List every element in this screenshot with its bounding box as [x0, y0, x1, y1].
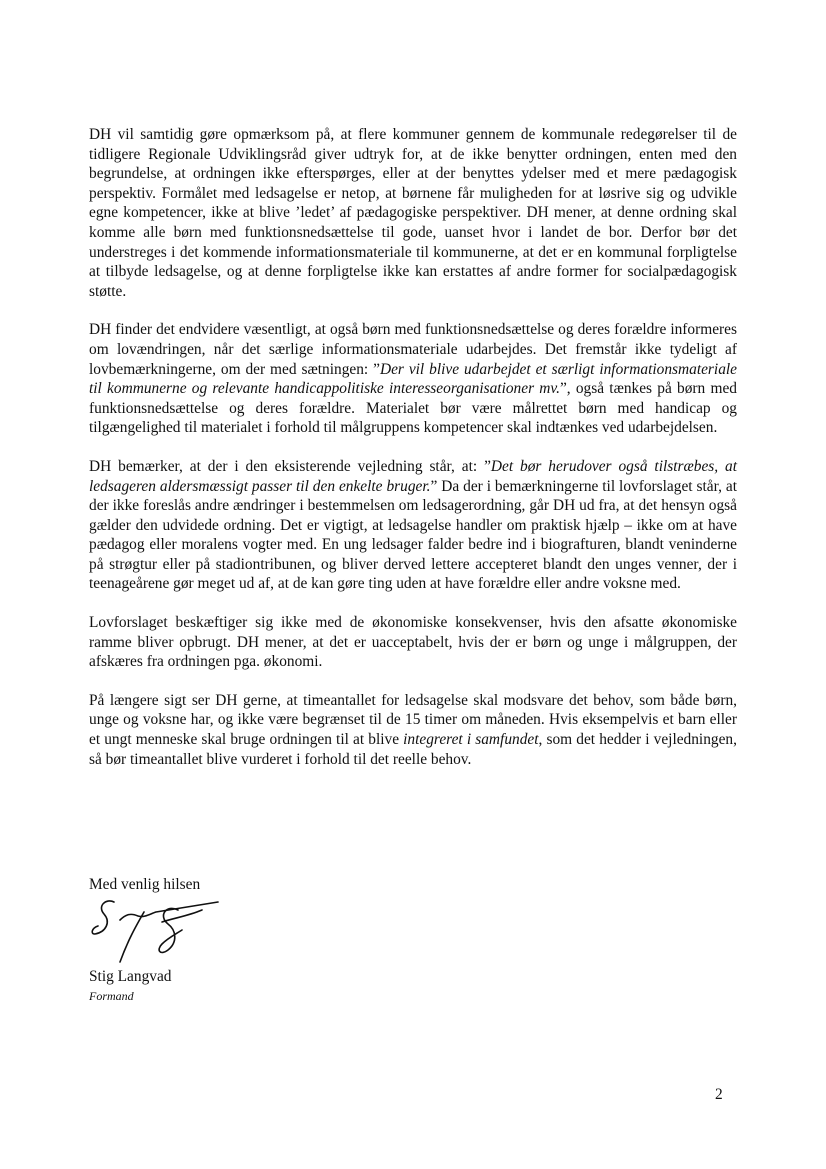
paragraph-informationsmateriale	[89, 320, 737, 438]
quoted-text: Der vil blive udarbejdet et særligt informationsmateriale til kommunerne og relevante handicappolitiske interesseorganisationer mv.	[89, 360, 737, 398]
paragraph-vejledning	[89, 457, 737, 594]
paragraph-text: , som det hedder i vejledningen, så bør timeantallet blive vurderet i forhold til det reelle behov.	[89, 731, 737, 768]
letter-body	[89, 125, 737, 788]
quoted-text: integreret i samfundet	[403, 731, 539, 749]
paragraph-text: DH finder det endvidere væsentligt, at også børn med funktionsnedsættelse og deres forældre informeres om lovændringen, når det særlige informationsmateriale udarbejdes. Det fremstår ikke tydeligt af lovbemærkningerne, om der med sætningen: ”	[89, 321, 737, 378]
paragraph-timeantal	[89, 691, 737, 769]
paragraph-ordningen	[89, 125, 737, 301]
paragraph-text: DH bemærker, at der i den eksisterende vejledning står, at: ”	[89, 457, 491, 475]
quoted-text: Det bør herudover også tilstræbes, at ledsageren aldersmæssigt passer til den enkelte bruger.	[89, 457, 737, 495]
paragraph-text: ” Da der i bemærkningerne til lovforslaget står, at der ikke foreslås andre ændringer i bestemmelsen om ledsagerordning, går DH ud fra, at det hensyn også gælder den udvidede ordning. Det er vigtigt, at ledsagelse handler om praktisk hjælp – ikke om at have pædagog eller moralens vogter med. En ung ledsager falder bedre ind i biografturen, blandt veninderne på strøgtur eller på stadiontribunen, og bliver derved lettere accepteret blandt den unges venner, der i teenageårene gør meget ud af, at de kan gøre ting uden at have forældre eller andre voksne med.	[89, 477, 737, 593]
signer-name: Stig Langvad	[89, 968, 172, 985]
closing-salutation: Med venlig hilsen	[89, 876, 201, 893]
page-number: 2	[715, 1086, 723, 1103]
handwritten-signature	[86, 896, 221, 968]
paragraph-text: ”, også tænkes på børn med funktionsnedsættelse og deres forældre. Materialet bør være målrettet børn med handicap og tilgængelighed til materialet i forhold til målgruppens kompetencer skal indtænkes ved udarbejdelsen.	[89, 380, 737, 437]
signer-title: Formand	[89, 989, 134, 1003]
paragraph-text: Lovforslaget beskæftiger sig ikke med de økonomiske konsekvenser, hvis den afsatte økonomiske ramme bliver opbrugt. DH mener, at det er uacceptabelt, hvis der er børn og unge i målgruppen, der afskæres fra ordningen pga. økonomi.	[89, 614, 737, 671]
paragraph-text: På længere sigt ser DH gerne, at timeantallet for ledsagelse skal modsvare det behov, som både børn, unge og voksne har, og ikke være begrænset til de 15 timer om måneden. Hvis eksempelvis et barn eller et ungt menneske skal bruge ordningen til at blive	[89, 691, 737, 749]
paragraph-okonomi	[89, 613, 737, 672]
paragraph-text: DH vil samtidig gøre opmærksom på, at flere kommuner gennem de kommunale redegørelser til de tidligere Regionale Udviklingsråd giver udtryk for, at de ikke benytter ordningen, enten med den begrundelse, at ordningen ikke efterspørges, eller at der benyttes ydelser med et mere pædagogisk perspektiv. Formålet med ledsagelse er netop, at børnene får muligheden for at løsrive sig og udvikle egne kompetencer, ikke at blive ’ledet’ af pædagogiske perspektiver. DH mener, at denne ordning skal komme alle børn med funktionsnedsættelse til gode, uanset hvor i landet de bor. Derfor bør det understreges i det kommende informationsmateriale til kommunerne, at det er en kommunal forpligtelse at tilbyde ledsagelse, og at denne forpligtelse ikke kan erstattes af andre former for socialpædagogisk støtte.	[89, 126, 737, 300]
